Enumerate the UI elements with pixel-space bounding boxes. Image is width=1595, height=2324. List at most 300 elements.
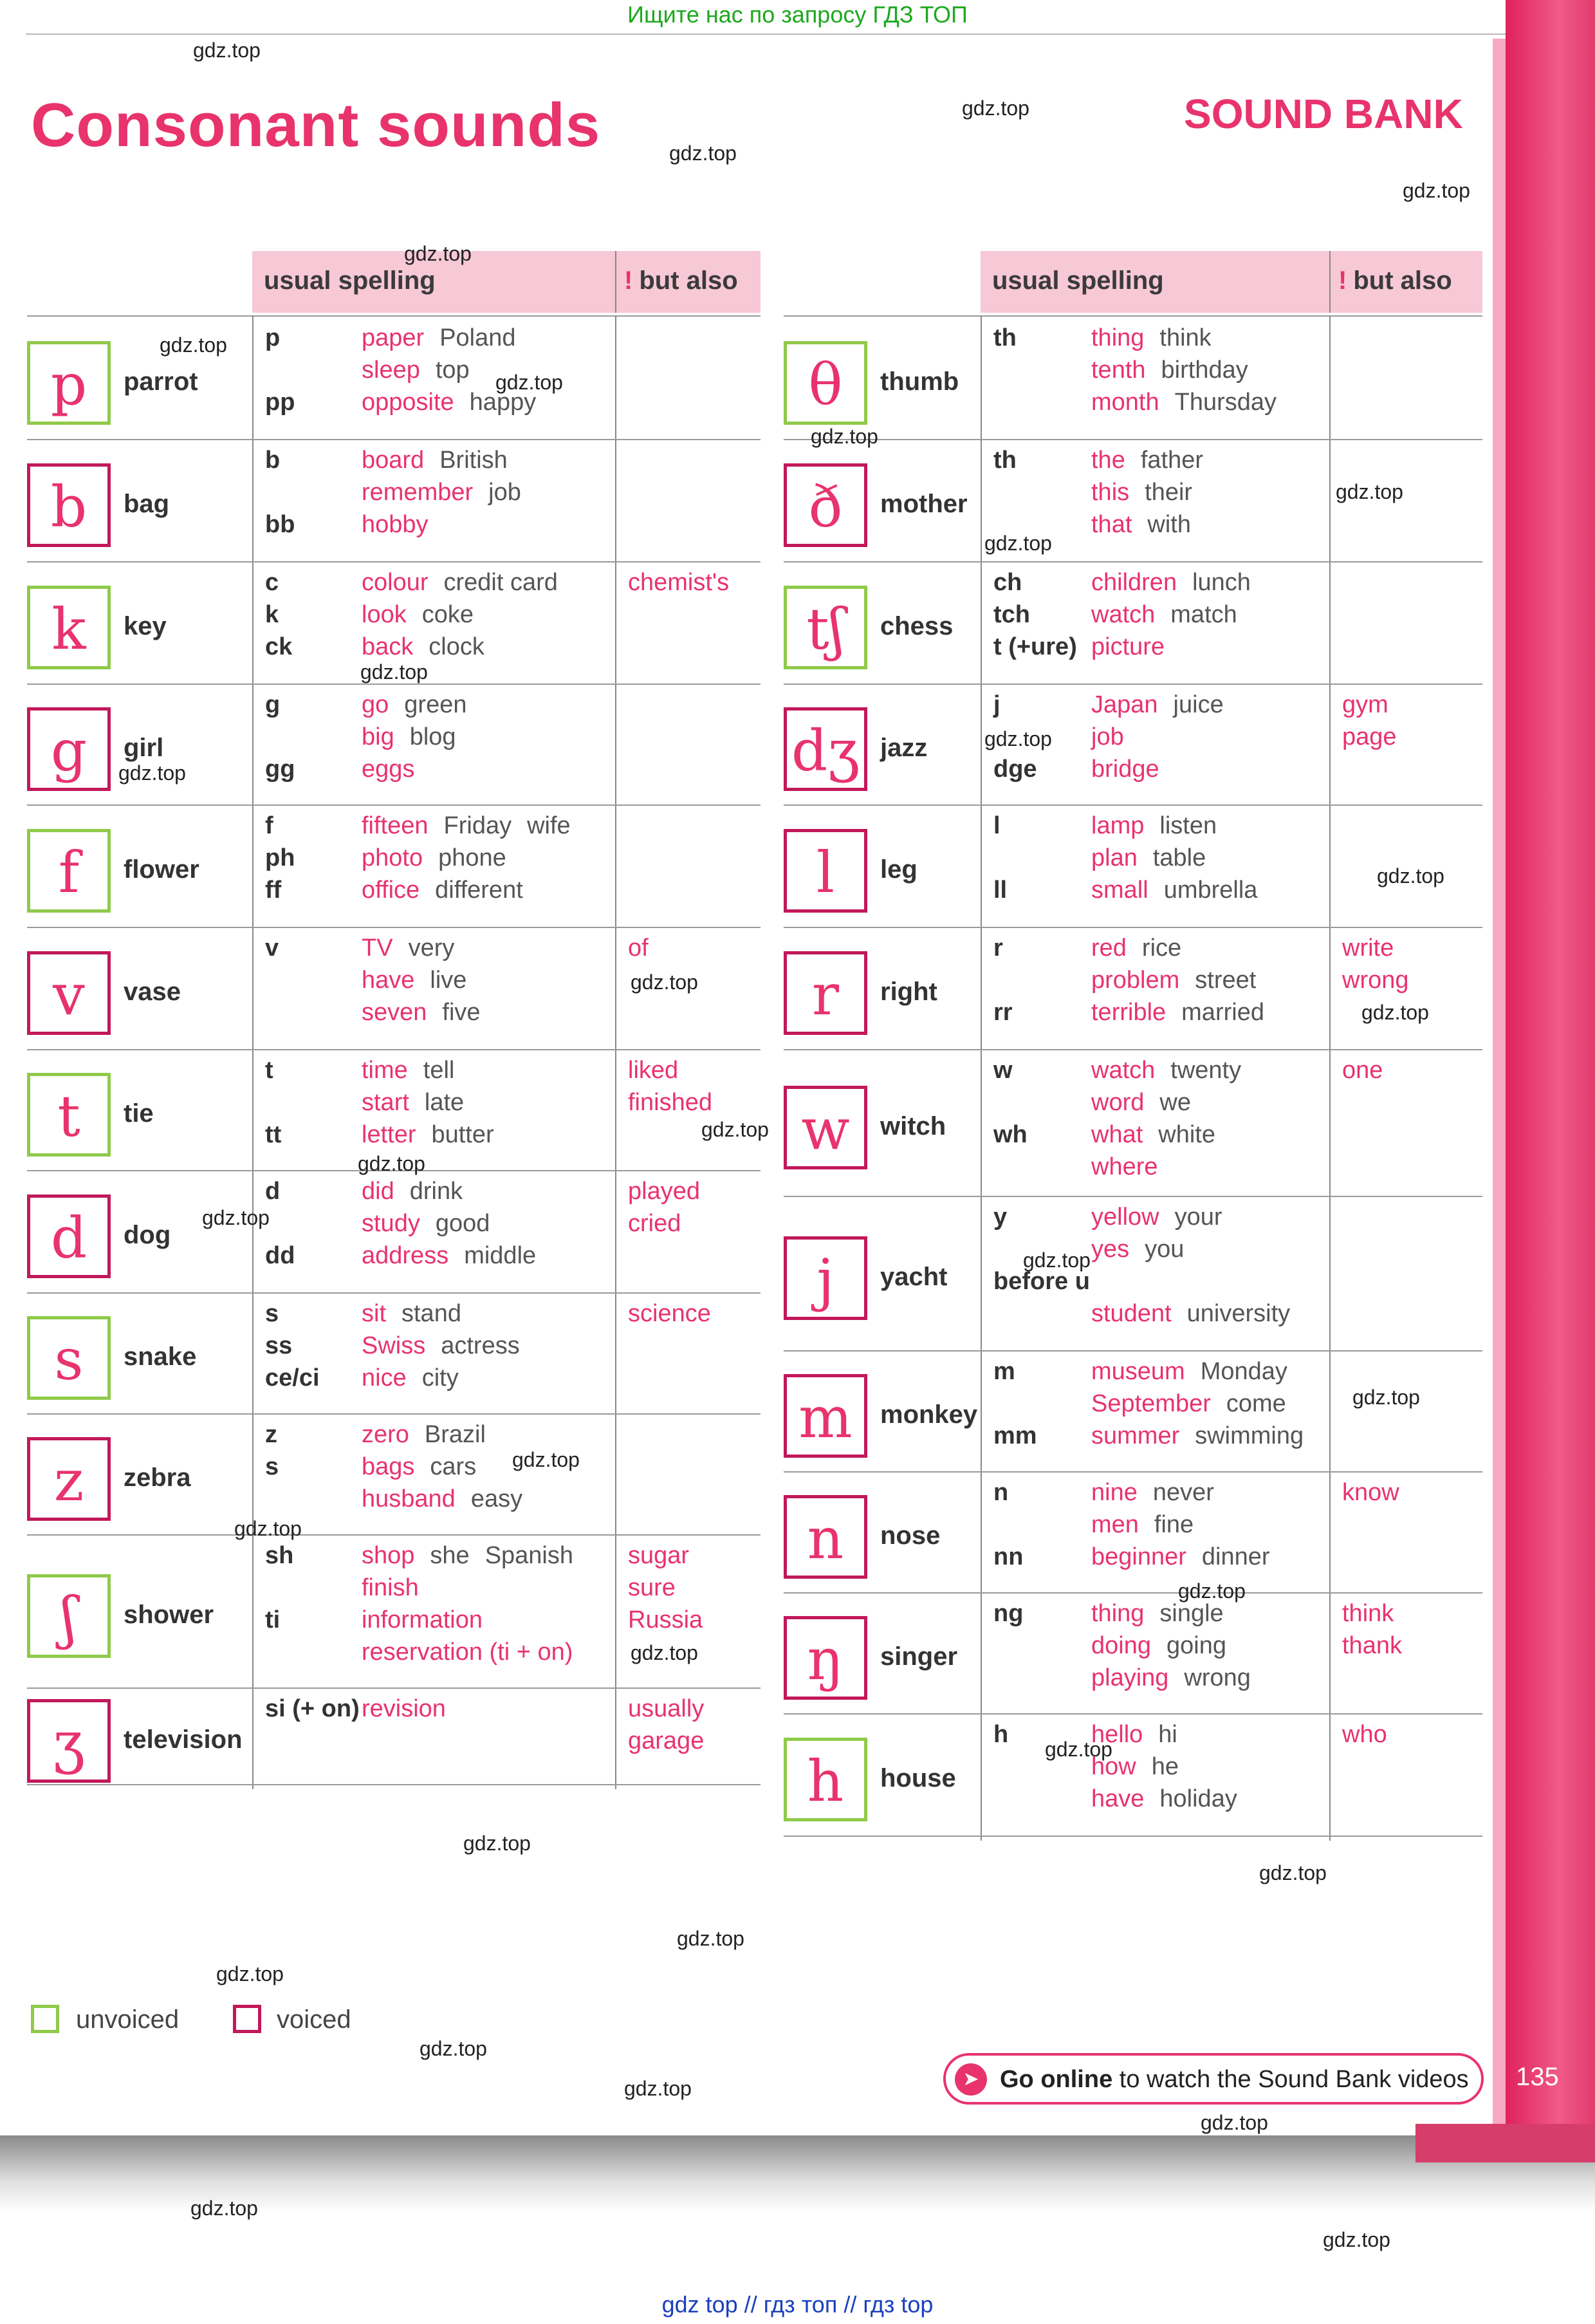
- example-word: white: [1158, 1121, 1215, 1148]
- example-word: sit: [362, 1300, 386, 1327]
- phoneme-symbol: dʒ: [791, 718, 860, 784]
- example-word: how: [1091, 1753, 1136, 1780]
- example-word: TV: [362, 934, 393, 962]
- spelling: ck: [265, 633, 293, 660]
- table-top-rule: [784, 315, 1482, 317]
- row-divider: [784, 804, 1482, 806]
- but-also-word: one: [1342, 1057, 1383, 1084]
- example-word: right: [880, 978, 937, 1006]
- watermark-text: gdz.top: [118, 761, 186, 785]
- example-word: birthday: [1161, 357, 1248, 384]
- example-line: [1091, 1388, 1302, 1420]
- but-also-word: page: [1342, 723, 1397, 750]
- example-line: [1091, 1201, 1238, 1233]
- example-word: dog: [124, 1221, 171, 1249]
- spelling: z: [265, 1421, 277, 1448]
- example-line: [1091, 1541, 1286, 1573]
- sound-row-singer: [784, 1597, 1482, 1718]
- sound-row-flower: [27, 810, 761, 932]
- watermark-text: gdz.top: [234, 1517, 302, 1540]
- phoneme-symbol: z: [53, 1447, 84, 1514]
- example-line: [1091, 1476, 1230, 1509]
- example-word: table: [1152, 844, 1206, 871]
- sound-row-bag: [27, 444, 761, 566]
- phoneme-symbol: h: [807, 1748, 844, 1814]
- phoneme-symbol: j: [816, 1247, 834, 1313]
- example-word: thing: [1091, 1600, 1145, 1627]
- example-word: leg: [880, 855, 917, 884]
- example-word: watch: [1091, 1057, 1156, 1084]
- example-word: look: [362, 601, 407, 628]
- example-word: have: [362, 967, 415, 994]
- example-line: [1091, 1355, 1303, 1388]
- but-also-word: liked: [628, 1057, 679, 1084]
- example-line: [362, 1086, 479, 1119]
- example-line: [1091, 1662, 1266, 1694]
- watermark-text: gdz.top: [216, 1962, 284, 1985]
- example-word: zebra: [124, 1464, 191, 1492]
- phoneme-symbol: r: [811, 962, 840, 1028]
- example-word: word: [1091, 1089, 1145, 1116]
- row-divider: [27, 561, 761, 562]
- flower-picture-icon: [27, 829, 111, 913]
- example-line: [1091, 1151, 1174, 1183]
- but-also-word: Russia: [628, 1606, 703, 1633]
- example-line: [362, 1054, 470, 1086]
- house-picture-icon: [784, 1738, 867, 1821]
- example-word: study: [362, 1210, 420, 1237]
- girl-picture-icon: [27, 707, 111, 791]
- watermark-text: gdz.top: [1045, 1738, 1112, 1761]
- example-word: you: [1145, 1236, 1185, 1263]
- example-word: twenty: [1170, 1057, 1242, 1084]
- example-word: lamp: [1091, 812, 1145, 839]
- sound-row-parrot: [27, 322, 761, 444]
- but-also-word: of: [628, 934, 649, 962]
- row-divider: [27, 1687, 761, 1689]
- sound-row-chess: [784, 566, 1482, 689]
- example-line: [1091, 1054, 1257, 1086]
- phoneme-symbol: n: [807, 1505, 844, 1572]
- phoneme-symbol: ʒ: [53, 1709, 85, 1776]
- example-word: match: [1170, 601, 1237, 628]
- example-word: hi: [1158, 1721, 1177, 1748]
- example-line: [362, 689, 482, 721]
- spelling: ff: [265, 877, 282, 904]
- spelling: m: [993, 1358, 1015, 1385]
- watermark-text: gdz.top: [631, 1641, 698, 1664]
- example-word: Brazil: [424, 1421, 486, 1448]
- example-line: [362, 1539, 589, 1572]
- spelling: n: [993, 1479, 1009, 1506]
- row-divider: [784, 1836, 1482, 1837]
- example-word: top: [435, 357, 470, 384]
- leg-picture-icon: [784, 829, 867, 913]
- example-word: dinner: [1201, 1543, 1270, 1570]
- example-word: shower: [124, 1601, 214, 1629]
- spelling: b: [265, 447, 281, 474]
- phoneme-symbol: θ: [808, 351, 843, 418]
- watermark-text: gdz.top: [1323, 2228, 1390, 2251]
- example-word: actress: [441, 1332, 520, 1359]
- example-word: umbrella: [1163, 877, 1258, 904]
- sound-row-monkey: [784, 1355, 1482, 1476]
- example-word: city: [421, 1364, 459, 1391]
- example-word: seven: [362, 999, 427, 1026]
- spelling: bb: [265, 511, 295, 538]
- spelling: ng: [993, 1600, 1024, 1627]
- row-divider: [784, 1713, 1482, 1715]
- spelling: t (+ure): [993, 633, 1077, 660]
- watermark-text: gdz.top: [962, 97, 1029, 120]
- example-word: job: [488, 479, 521, 506]
- watermark-text: gdz.top: [811, 425, 878, 448]
- example-line: [362, 874, 539, 906]
- example-line: [362, 1451, 492, 1483]
- watermark-text: gdz.top: [984, 532, 1052, 555]
- example-word: blog: [409, 723, 456, 750]
- example-word: easy: [470, 1485, 523, 1512]
- spelling: ss: [265, 1332, 293, 1359]
- but-also-word: know: [1342, 1479, 1399, 1506]
- example-word: with: [1147, 511, 1191, 538]
- example-word: married: [1181, 999, 1264, 1026]
- example-word: photo: [362, 844, 423, 871]
- monkey-picture-icon: [784, 1374, 867, 1458]
- example-word: she: [430, 1542, 470, 1569]
- watermark-text: gdz.top: [1178, 1579, 1246, 1603]
- left-header-divider: [615, 251, 616, 313]
- example-word: girl: [124, 734, 164, 762]
- usual-spelling-header: usual spelling: [264, 266, 436, 295]
- row-divider: [784, 1471, 1482, 1473]
- example-word: clock: [429, 633, 484, 660]
- example-word: chess: [880, 612, 954, 640]
- example-word: British: [439, 447, 508, 474]
- example-word: finish: [362, 1574, 419, 1601]
- watermark-text: gdz.top: [1023, 1249, 1091, 1272]
- example-line: [362, 1175, 478, 1207]
- example-line: [362, 964, 482, 996]
- example-line: [1091, 476, 1208, 508]
- footer-links[interactable]: gdz top // гдз топ // гдз top: [661, 2291, 934, 2318]
- watermark-text: gdz.top: [701, 1118, 769, 1141]
- example-line: [362, 1119, 510, 1151]
- spelling: g: [265, 691, 281, 718]
- spelling: p: [265, 324, 281, 351]
- example-line: [362, 753, 430, 785]
- example-word: bridge: [1091, 756, 1159, 783]
- example-word: holiday: [1159, 1785, 1237, 1812]
- nose-picture-icon: [784, 1495, 867, 1579]
- example-line: [1091, 444, 1219, 476]
- spelling: ti: [265, 1606, 281, 1633]
- spelling: ph: [265, 844, 295, 871]
- example-word: parrot: [124, 367, 198, 396]
- example-line: [1091, 386, 1292, 418]
- example-word: letter: [362, 1121, 416, 1148]
- example-word: house: [880, 1764, 956, 1792]
- example-word: this: [1091, 479, 1130, 506]
- phoneme-symbol: d: [50, 1205, 88, 1271]
- example-word: Swiss: [362, 1332, 426, 1359]
- spelling: dd: [265, 1242, 295, 1269]
- example-word: witch: [880, 1112, 946, 1140]
- example-line: [362, 1330, 535, 1362]
- example-line: [1091, 322, 1227, 354]
- example-line: [362, 322, 531, 354]
- example-word: September: [1091, 1390, 1211, 1417]
- spelling: y: [993, 1204, 1008, 1231]
- example-line: [1091, 631, 1180, 663]
- chess-picture-icon: [784, 586, 867, 669]
- example-word: singer: [880, 1642, 958, 1671]
- example-line: [362, 1693, 461, 1725]
- example-word: big: [362, 723, 394, 750]
- example-line: [362, 1636, 588, 1668]
- example-line: [1091, 996, 1280, 1028]
- example-word: have: [1091, 1785, 1145, 1812]
- row-divider: [784, 683, 1482, 685]
- example-word: month: [1091, 389, 1159, 416]
- example-word: what: [1091, 1121, 1143, 1148]
- watermark-text: gdz.top: [1336, 480, 1403, 503]
- spelling: dge: [993, 756, 1037, 783]
- example-line: [362, 1418, 501, 1451]
- example-word: wife: [527, 812, 571, 839]
- right-picture-icon: [784, 951, 867, 1035]
- but-also-word: think: [1342, 1600, 1394, 1627]
- example-word: bag: [124, 490, 170, 518]
- example-word: jazz: [880, 734, 928, 762]
- example-word: lunch: [1192, 569, 1251, 596]
- example-word: beginner: [1091, 1543, 1186, 1570]
- example-word: thing: [1091, 324, 1145, 351]
- example-line: [362, 1297, 477, 1330]
- section-title: SOUND BANK: [1184, 91, 1463, 137]
- row-divider: [27, 1413, 761, 1415]
- exclamation-icon: !: [1338, 266, 1347, 295]
- example-line: [362, 721, 472, 753]
- example-word: doing: [1091, 1632, 1151, 1659]
- phoneme-symbol: m: [798, 1384, 853, 1451]
- example-word: opposite: [362, 389, 454, 416]
- but-also-word: sugar: [628, 1542, 690, 1569]
- go-online-button[interactable]: [943, 2053, 1484, 2105]
- page-title: Consonant sounds: [31, 91, 601, 160]
- example-line: [362, 1483, 538, 1515]
- example-line: [362, 599, 489, 631]
- row-divider: [27, 439, 761, 440]
- example-word: very: [408, 934, 455, 962]
- but-also-word: wrong: [1342, 967, 1409, 994]
- example-word: swimming: [1195, 1422, 1304, 1449]
- voiced-legend-label: voiced: [277, 2005, 351, 2034]
- example-word: butter: [431, 1121, 494, 1148]
- sound-row-shower: [27, 1539, 761, 1693]
- example-word: men: [1091, 1511, 1139, 1538]
- but-also-word: write: [1342, 934, 1394, 962]
- example-word: small: [1091, 877, 1148, 904]
- example-word: five: [442, 999, 481, 1026]
- example-word: hobby: [362, 511, 429, 538]
- example-word: your: [1174, 1204, 1222, 1231]
- example-word: mother: [880, 490, 968, 518]
- but-also-word: who: [1342, 1721, 1387, 1748]
- mother-picture-icon: [784, 463, 867, 547]
- top-divider: [26, 33, 1506, 35]
- spelling: w: [993, 1057, 1013, 1084]
- example-line: [1091, 566, 1266, 599]
- example-word: monkey: [880, 1400, 978, 1429]
- table-top-rule: [27, 315, 761, 317]
- example-word: credit card: [443, 569, 558, 596]
- phoneme-symbol: ʃ: [61, 1585, 77, 1651]
- example-line: [362, 996, 496, 1028]
- example-word: Spanish: [484, 1542, 574, 1569]
- phoneme-symbol: ŋ: [807, 1626, 844, 1693]
- example-line: [362, 1240, 551, 1272]
- example-line: [362, 476, 537, 508]
- vase-picture-icon: [27, 951, 111, 1035]
- phoneme-symbol: ð: [808, 474, 843, 540]
- example-word: vase: [124, 978, 181, 1006]
- phoneme-symbol: g: [50, 718, 88, 784]
- row-divider: [784, 1049, 1482, 1050]
- example-line: [1091, 508, 1206, 541]
- example-word: address: [362, 1242, 449, 1269]
- top-banner[interactable]: Ищите нас по запросу ГДЗ ТОП: [627, 1, 968, 28]
- spelling: sh: [265, 1542, 294, 1569]
- watermark-text: gdz.top: [463, 1832, 531, 1855]
- unvoiced-legend-box: [31, 2005, 59, 2033]
- example-line: [1091, 721, 1139, 753]
- sound-row-yacht: [784, 1201, 1482, 1355]
- example-word: terrible: [1091, 999, 1166, 1026]
- watermark-text: gdz.top: [512, 1448, 580, 1471]
- example-word: happy: [469, 389, 537, 416]
- unvoiced-legend-label: unvoiced: [76, 2005, 180, 2034]
- row-divider: [27, 1049, 761, 1050]
- example-line: [362, 631, 500, 663]
- watermark-text: gdz.top: [160, 333, 227, 357]
- example-line: [1091, 599, 1253, 631]
- example-line: [1091, 1630, 1242, 1662]
- example-word: student: [1091, 1300, 1172, 1327]
- example-word: different: [435, 877, 523, 904]
- watermark-text: gdz.top: [669, 142, 737, 165]
- thumb-picture-icon: [784, 341, 867, 425]
- spelling: ch: [993, 569, 1022, 596]
- but-also-word: chemist's: [628, 569, 730, 596]
- example-line: [362, 932, 470, 964]
- example-word: rice: [1141, 934, 1182, 962]
- example-word: drink: [409, 1178, 463, 1205]
- but-also-header: [1338, 266, 1452, 295]
- but-also-label: but also: [639, 266, 738, 295]
- but-also-word: finished: [628, 1089, 712, 1116]
- spelling: rr: [993, 999, 1013, 1026]
- example-line: [362, 842, 522, 874]
- example-word: go: [362, 691, 389, 718]
- snake-picture-icon: [27, 1316, 111, 1400]
- bag-picture-icon: [27, 463, 111, 547]
- example-word: never: [1152, 1479, 1214, 1506]
- usual-spelling-header: usual spelling: [992, 266, 1164, 295]
- example-line: [1091, 842, 1221, 874]
- example-word: problem: [1091, 967, 1180, 994]
- exclamation-icon: !: [624, 266, 633, 295]
- example-word: thumb: [880, 367, 959, 396]
- example-word: fine: [1154, 1511, 1194, 1538]
- example-word: red: [1091, 934, 1127, 962]
- watermark-text: gdz.top: [1361, 1001, 1429, 1024]
- example-word: yellow: [1091, 1204, 1159, 1231]
- spelling: th: [993, 447, 1017, 474]
- example-word: flower: [124, 855, 199, 884]
- example-word: revision: [362, 1695, 446, 1722]
- example-line: [362, 444, 523, 476]
- spelling: l: [993, 812, 1000, 839]
- example-line: [362, 1572, 434, 1604]
- sound-row-girl: [27, 689, 761, 810]
- example-word: hello: [1091, 1721, 1143, 1748]
- row-divider: [784, 561, 1482, 562]
- sound-row-right: [784, 932, 1482, 1054]
- example-word: time: [362, 1057, 408, 1084]
- example-word: nice: [362, 1364, 407, 1391]
- spelling: mm: [993, 1422, 1037, 1449]
- example-word: their: [1145, 479, 1193, 506]
- watermark-text: gdz.top: [419, 2037, 487, 2060]
- example-line: [362, 1362, 474, 1394]
- example-line: [362, 566, 573, 599]
- example-word: yes: [1091, 1236, 1130, 1263]
- example-line: [1091, 354, 1264, 386]
- row-divider: [784, 1196, 1482, 1197]
- watermark-text: gdz.top: [1201, 2111, 1268, 2134]
- watermark-text: gdz.top: [360, 660, 428, 683]
- example-word: university: [1186, 1300, 1291, 1327]
- example-word: Monday: [1200, 1358, 1287, 1385]
- spelling: d: [265, 1178, 281, 1205]
- but-also-word: sure: [628, 1574, 676, 1601]
- sound-row-dog: [27, 1175, 761, 1297]
- spelling: pp: [265, 389, 295, 416]
- dog-picture-icon: [27, 1195, 111, 1278]
- example-word: green: [404, 691, 467, 718]
- watermark-text: gdz.top: [495, 371, 563, 394]
- but-also-word: science: [628, 1300, 711, 1327]
- example-word: Japan: [1091, 691, 1158, 718]
- yacht-picture-icon: [784, 1236, 867, 1320]
- example-line: [362, 508, 444, 541]
- watermark-text: gdz.top: [190, 2197, 258, 2220]
- phoneme-symbol: v: [53, 962, 85, 1028]
- example-word: playing: [1091, 1664, 1169, 1691]
- example-word: he: [1151, 1753, 1179, 1780]
- example-word: eggs: [362, 756, 415, 783]
- spelling: th: [993, 324, 1017, 351]
- example-word: cars: [430, 1453, 477, 1480]
- example-word: husband: [362, 1485, 456, 1512]
- but-also-word: played: [628, 1178, 700, 1205]
- example-word: juice: [1173, 691, 1224, 718]
- example-word: remember: [362, 479, 474, 506]
- example-word: key: [124, 612, 167, 640]
- but-also-label: but also: [1353, 266, 1452, 295]
- spelling: ll: [993, 877, 1008, 904]
